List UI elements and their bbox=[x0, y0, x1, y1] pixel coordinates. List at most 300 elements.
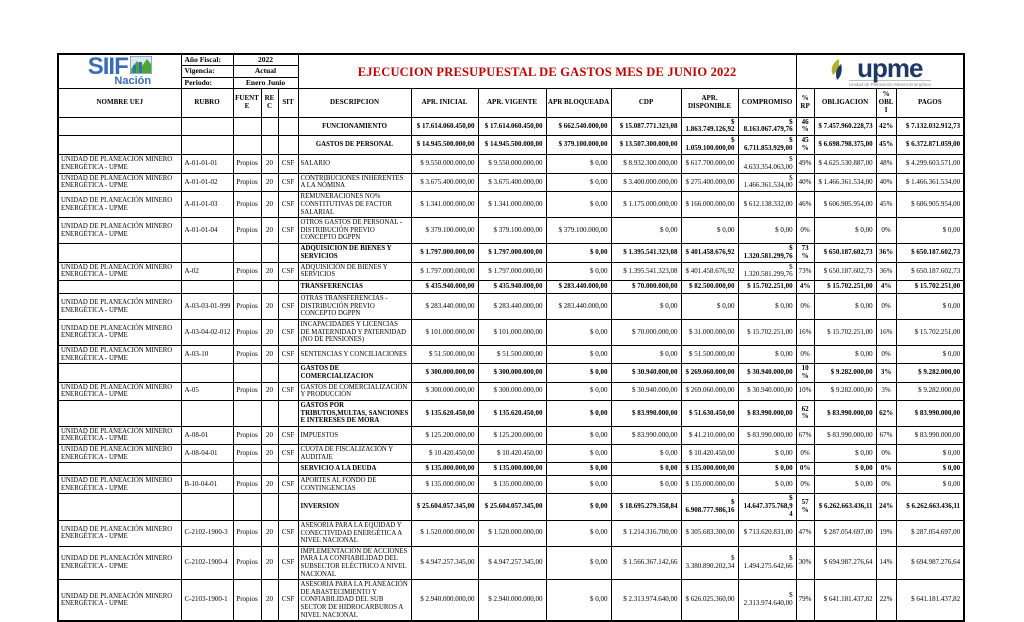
upme-logo bbox=[796, 54, 964, 89]
sit-cell: CSF bbox=[278, 476, 298, 494]
apr-vigente-cell: $ 1.341.000.000,00 bbox=[478, 192, 546, 218]
section-row bbox=[58, 494, 964, 520]
uej-cell bbox=[58, 136, 181, 155]
apr-disponible-cell: $ 1.863.749.126,92 bbox=[681, 117, 738, 136]
detail-row bbox=[58, 445, 964, 463]
upme-logo-text: upme bbox=[857, 54, 923, 83]
pagos-cell: $ 0,00 bbox=[896, 218, 964, 244]
upme-leaf-icon bbox=[829, 58, 845, 85]
obligacion-cell: $ 83.990.000,00 bbox=[814, 426, 876, 444]
apr-bloqueada-cell: $ 0,00 bbox=[546, 320, 611, 346]
uej-cell: UNIDAD DE PLANEACIÓN MINERO ENERGÉTICA - UPME bbox=[58, 262, 181, 281]
column-header: DESCRIPCION bbox=[298, 89, 411, 117]
rubro-cell: A-01-01-04 bbox=[181, 218, 233, 244]
rubro-cell: C-2103-1900-1 bbox=[181, 580, 233, 622]
pct-obli-cell: 19% bbox=[876, 520, 896, 546]
sit-cell: CSF bbox=[278, 426, 298, 444]
rubro-cell: A-02 bbox=[181, 262, 233, 281]
pct-obli-cell: 22% bbox=[876, 580, 896, 622]
obligacion-cell: $ 15.702.251,00 bbox=[814, 320, 876, 346]
sit-cell: CSF bbox=[278, 445, 298, 463]
fuente-cell bbox=[233, 463, 261, 476]
apr-vigente-cell: $ 2.940.000.000,00 bbox=[478, 580, 546, 622]
apr-bloqueada-cell: $ 0,00 bbox=[546, 580, 611, 622]
apr-disponible-cell: $ 269.060.000,00 bbox=[681, 382, 738, 400]
fuente-cell bbox=[233, 401, 261, 427]
apr-inicial-cell: $ 379.100.000,00 bbox=[411, 218, 478, 244]
pagos-cell: $ 9.282.000,00 bbox=[896, 364, 964, 383]
apr-vigente-cell: $ 125.200.000,00 bbox=[478, 426, 546, 444]
apr-inicial-cell: $ 10.420.450,00 bbox=[411, 445, 478, 463]
obligacion-cell: $ 4.625.530.887,00 bbox=[814, 154, 876, 173]
fuente-cell bbox=[233, 494, 261, 520]
compromiso-cell: $ 0,00 bbox=[738, 345, 796, 363]
rubro-cell: A-05 bbox=[181, 382, 233, 400]
obligacion-cell: $ 6.262.663.436,11 bbox=[814, 494, 876, 520]
apr-disponible-cell: $ 82.500.000,00 bbox=[681, 281, 738, 294]
apr-bloqueada-cell: $ 0,00 bbox=[546, 364, 611, 383]
apr-inicial-cell: $ 283.440.000,00 bbox=[411, 294, 478, 320]
uej-cell: UNIDAD DE PLANEACIÓN MINERO ENERGÉTICA - UPME bbox=[58, 173, 181, 192]
apr-disponible-cell: $ 10.420.450,00 bbox=[681, 445, 738, 463]
pagos-cell: $ 15.702.251,00 bbox=[896, 320, 964, 346]
rubro-cell: A-01-01-01 bbox=[181, 154, 233, 173]
pct-obli-cell: 40% bbox=[876, 173, 896, 192]
column-header: % RP bbox=[796, 89, 814, 117]
fuente-cell bbox=[233, 136, 261, 155]
sit-cell: CSF bbox=[278, 546, 298, 579]
pct-obli-cell: 42% bbox=[876, 117, 896, 136]
rec-cell bbox=[261, 463, 278, 476]
cdp-cell: $ 83.990.000,00 bbox=[611, 401, 681, 427]
pagos-cell: $ 650.187.602,73 bbox=[896, 243, 964, 262]
compromiso-cell: $ 83.990.000,00 bbox=[738, 426, 796, 444]
sit-cell bbox=[278, 401, 298, 427]
uej-cell: UNIDAD DE PLANEACIÓN MINERO ENERGÉTICA - UPME bbox=[58, 345, 181, 363]
descripcion-cell: ASESORIA PARA LA EQUIDAD Y CONECTIVIDAD ENERGÉTICA A NIVEL NACIONAL bbox=[298, 520, 411, 546]
apr-vigente-cell: $ 1.520.000.000,00 bbox=[478, 520, 546, 546]
column-header: % OBLI bbox=[876, 89, 896, 117]
sit-cell: CSF bbox=[278, 580, 298, 622]
apr-inicial-cell: $ 1.341.000.000,00 bbox=[411, 192, 478, 218]
apr-disponible-cell: $ 135.000.000,00 bbox=[681, 463, 738, 476]
pagos-cell: $ 0,00 bbox=[896, 294, 964, 320]
pct-obli-cell: 16% bbox=[876, 320, 896, 346]
fuente-cell bbox=[233, 117, 261, 136]
obligacion-cell: $ 0,00 bbox=[814, 476, 876, 494]
descripcion-cell: OTROS GASTOS DE PERSONAL - DISTRIBUCIÓN PREVIO CONCEPTO DGPPN bbox=[298, 218, 411, 244]
compromiso-cell: $ 6.711.853.929,00 bbox=[738, 136, 796, 155]
apr-vigente-cell: $ 4.947.257.345,00 bbox=[478, 546, 546, 579]
column-header: FUENTE bbox=[233, 89, 261, 117]
rubro-cell: A-03-03-01-999 bbox=[181, 294, 233, 320]
uej-cell: UNIDAD DE PLANEACIÓN MINERO ENERGÉTICA - UPME bbox=[58, 218, 181, 244]
cdp-cell: $ 0,00 bbox=[611, 445, 681, 463]
rubro-cell bbox=[181, 243, 233, 262]
sit-cell: CSF bbox=[278, 294, 298, 320]
compromiso-cell: $ 0,00 bbox=[738, 463, 796, 476]
rec-cell bbox=[261, 401, 278, 427]
apr-vigente-cell: $ 135.620.450,00 bbox=[478, 401, 546, 427]
report-table-body bbox=[58, 117, 964, 621]
rubro-cell bbox=[181, 401, 233, 427]
apr-vigente-cell: $ 9.550.000.000,00 bbox=[478, 154, 546, 173]
rec-cell bbox=[261, 243, 278, 262]
rubro-cell: A-01-01-02 bbox=[181, 173, 233, 192]
pct-obli-cell: 62% bbox=[876, 401, 896, 427]
siif-logo-subtext: Nación bbox=[114, 74, 152, 87]
apr-bloqueada-cell: $ 0,00 bbox=[546, 426, 611, 444]
apr-bloqueada-cell: $ 379.100.000,00 bbox=[546, 136, 611, 155]
apr-inicial-cell: $ 9.550.000.000,00 bbox=[411, 154, 478, 173]
sit-cell bbox=[278, 136, 298, 155]
column-header: SIT bbox=[278, 89, 298, 117]
compromiso-cell: $ 83.990.000,00 bbox=[738, 401, 796, 427]
detail-row bbox=[58, 262, 964, 281]
cdp-cell: $ 8.932.300.000,00 bbox=[611, 154, 681, 173]
descripcion-cell: GASTOS POR TRIBUTOS,MULTAS, SANCIONES E INTERESES DE MORA bbox=[298, 401, 411, 427]
apr-bloqueada-cell: $ 0,00 bbox=[546, 382, 611, 400]
pct-rp-cell: 0% bbox=[796, 445, 814, 463]
fuente-cell: Propios bbox=[233, 476, 261, 494]
pagos-cell: $ 0,00 bbox=[896, 345, 964, 363]
column-header: COMPROMISO bbox=[738, 89, 796, 117]
apr-disponible-cell: $ 135.000.000,00 bbox=[681, 476, 738, 494]
apr-vigente-cell: $ 101.000.000,00 bbox=[478, 320, 546, 346]
uej-cell: UNIDAD DE PLANEACIÓN MINERO ENERGÉTICA - UPME bbox=[58, 382, 181, 400]
obligacion-cell: $ 650.187.602,73 bbox=[814, 243, 876, 262]
descripcion-cell: GASTOS DE PERSONAL bbox=[298, 136, 411, 155]
pct-obli-cell: 67% bbox=[876, 426, 896, 444]
compromiso-cell: $ 612.138.332,00 bbox=[738, 192, 796, 218]
compromiso-cell: $ 0,00 bbox=[738, 476, 796, 494]
descripcion-cell: SENTENCIAS Y CONCILIACIONES bbox=[298, 345, 411, 363]
apr-vigente-cell: $ 17.614.060.450,00 bbox=[478, 117, 546, 136]
pct-obli-cell: 0% bbox=[876, 463, 896, 476]
section-row bbox=[58, 463, 964, 476]
rec-cell bbox=[261, 117, 278, 136]
apr-disponible-cell: $ 3.380.890.202,34 bbox=[681, 546, 738, 579]
obligacion-cell: $ 641.181.437,82 bbox=[814, 580, 876, 622]
fuente-cell: Propios bbox=[233, 345, 261, 363]
fuente-cell: Propios bbox=[233, 382, 261, 400]
cdp-cell: $ 30.940.000,00 bbox=[611, 364, 681, 383]
fuente-cell: Propios bbox=[233, 262, 261, 281]
pagos-cell: $ 1.466.361.534,00 bbox=[896, 173, 964, 192]
pct-rp-cell: 40% bbox=[796, 173, 814, 192]
apr-inicial-cell: $ 300.000.000,00 bbox=[411, 364, 478, 383]
pct-rp-cell: 47% bbox=[796, 520, 814, 546]
apr-disponible-cell: $ 166.000.000,00 bbox=[681, 192, 738, 218]
apr-inicial-cell: $ 3.675.400.000,00 bbox=[411, 173, 478, 192]
apr-inicial-cell: $ 1.520.000.000,00 bbox=[411, 520, 478, 546]
cdp-cell: $ 0,00 bbox=[611, 345, 681, 363]
descripcion-cell: GASTOS DE COMERCIALIZACION bbox=[298, 364, 411, 383]
apr-bloqueada-cell: $ 283.440.000,00 bbox=[546, 294, 611, 320]
sit-cell: CSF bbox=[278, 345, 298, 363]
pagos-cell: $ 641.181.437,82 bbox=[896, 580, 964, 622]
descripcion-cell: SERVICIO A LA DEUDA bbox=[298, 463, 411, 476]
pct-obli-cell: 3% bbox=[876, 382, 896, 400]
apr-disponible-cell: $ 51.500.000,00 bbox=[681, 345, 738, 363]
rec-cell: 20 bbox=[261, 320, 278, 346]
pct-obli-cell: 45% bbox=[876, 136, 896, 155]
apr-vigente-cell: $ 51.500.000,00 bbox=[478, 345, 546, 363]
total-row bbox=[58, 136, 964, 155]
rubro-cell bbox=[181, 117, 233, 136]
pct-rp-cell: 0% bbox=[796, 476, 814, 494]
apr-inicial-cell: $ 135.000.000,00 bbox=[411, 463, 478, 476]
sit-cell bbox=[278, 463, 298, 476]
column-header: APR. INICIAL bbox=[411, 89, 478, 117]
rubro-cell: A-08-04-01 bbox=[181, 445, 233, 463]
rec-cell: 20 bbox=[261, 546, 278, 579]
uej-cell bbox=[58, 463, 181, 476]
pagos-cell: $ 0,00 bbox=[896, 476, 964, 494]
sit-cell bbox=[278, 494, 298, 520]
detail-row bbox=[58, 154, 964, 173]
fuente-cell bbox=[233, 281, 261, 294]
column-header: APR. DISPONIBLE bbox=[681, 89, 738, 117]
detail-row bbox=[58, 476, 964, 494]
apr-disponible-cell: $ 41.210.000,00 bbox=[681, 426, 738, 444]
descripcion-cell: ADQUISICIÓN DE BIENES Y SERVICIOS bbox=[298, 262, 411, 281]
obligacion-cell: $ 9.282.000,00 bbox=[814, 382, 876, 400]
cdp-cell: $ 70.000.000,00 bbox=[611, 281, 681, 294]
pagos-cell: $ 83.990.000,00 bbox=[896, 426, 964, 444]
pct-obli-cell: 36% bbox=[876, 243, 896, 262]
fuente-cell bbox=[233, 243, 261, 262]
sit-cell bbox=[278, 243, 298, 262]
pct-obli-cell: 14% bbox=[876, 546, 896, 579]
sit-cell bbox=[278, 117, 298, 136]
sit-cell: CSF bbox=[278, 218, 298, 244]
obligacion-cell: $ 15.702.251,00 bbox=[814, 281, 876, 294]
pct-obli-cell: 3% bbox=[876, 364, 896, 383]
rec-cell bbox=[261, 281, 278, 294]
compromiso-cell: $ 15.702.251,00 bbox=[738, 281, 796, 294]
rubro-cell bbox=[181, 364, 233, 383]
detail-row bbox=[58, 345, 964, 363]
obligacion-cell: $ 650.187.602,73 bbox=[814, 262, 876, 281]
column-header: OBLIGACION bbox=[814, 89, 876, 117]
obligacion-cell: $ 83.990.000,00 bbox=[814, 401, 876, 427]
apr-bloqueada-cell: $ 0,00 bbox=[546, 192, 611, 218]
apr-bloqueada-cell: $ 379.100.000,00 bbox=[546, 218, 611, 244]
fiscal-year-value: 2022 bbox=[233, 54, 298, 66]
obligacion-cell: $ 287.054.697,00 bbox=[814, 520, 876, 546]
siif-logo-text: SIIF bbox=[87, 54, 128, 81]
compromiso-cell: $ 0,00 bbox=[738, 218, 796, 244]
descripcion-cell: SALARIO bbox=[298, 154, 411, 173]
apr-bloqueada-cell: $ 0,00 bbox=[546, 243, 611, 262]
column-header: NOMBRE UEJ bbox=[58, 89, 181, 117]
rec-cell: 20 bbox=[261, 580, 278, 622]
uej-cell bbox=[58, 401, 181, 427]
uej-cell bbox=[58, 364, 181, 383]
pct-obli-cell: 0% bbox=[876, 476, 896, 494]
apr-disponible-cell: $ 0,00 bbox=[681, 294, 738, 320]
rubro-cell: B-10-04-01 bbox=[181, 476, 233, 494]
cdp-cell: $ 2.313.974.640,00 bbox=[611, 580, 681, 622]
descripcion-cell: OTRAS TRANSFERENCIAS - DISTRIBUCIÓN PREVIO CONCEPTO DGPPN bbox=[298, 294, 411, 320]
pct-rp-cell: 73% bbox=[796, 243, 814, 262]
obligacion-cell: $ 0,00 bbox=[814, 218, 876, 244]
rec-cell: 20 bbox=[261, 426, 278, 444]
total-row bbox=[58, 117, 964, 136]
apr-bloqueada-cell: $ 0,00 bbox=[546, 445, 611, 463]
apr-bloqueada-cell: $ 283.440.000,00 bbox=[546, 281, 611, 294]
apr-vigente-cell: $ 14.945.500.000,00 bbox=[478, 136, 546, 155]
fuente-cell: Propios bbox=[233, 192, 261, 218]
column-header: APR. VIGENTE bbox=[478, 89, 546, 117]
detail-row bbox=[58, 192, 964, 218]
rubro-cell bbox=[181, 136, 233, 155]
apr-bloqueada-cell: $ 0,00 bbox=[546, 345, 611, 363]
uej-cell: UNIDAD DE PLANEACIÓN MINERO ENERGÉTICA - UPME bbox=[58, 294, 181, 320]
detail-row bbox=[58, 382, 964, 400]
pct-rp-cell: 62% bbox=[796, 401, 814, 427]
detail-row bbox=[58, 294, 964, 320]
rec-cell: 20 bbox=[261, 382, 278, 400]
fuente-cell: Propios bbox=[233, 154, 261, 173]
uej-cell: UNIDAD DE PLANEACIÓN MINERO ENERGÉTICA - UPME bbox=[58, 580, 181, 622]
report-table bbox=[57, 53, 965, 622]
compromiso-cell: $ 2.313.974.640,00 bbox=[738, 580, 796, 622]
apr-disponible-cell: $ 401.458.676,92 bbox=[681, 243, 738, 262]
vigencia-label: Vigencia: bbox=[181, 66, 233, 77]
apr-inicial-cell: $ 135.620.450,00 bbox=[411, 401, 478, 427]
uej-cell bbox=[58, 494, 181, 520]
section-row bbox=[58, 243, 964, 262]
cdp-cell: $ 0,00 bbox=[611, 476, 681, 494]
cdp-cell: $ 0,00 bbox=[611, 218, 681, 244]
fuente-cell: Propios bbox=[233, 520, 261, 546]
pct-obli-cell: 0% bbox=[876, 445, 896, 463]
apr-vigente-cell: $ 135.000.000,00 bbox=[478, 476, 546, 494]
column-header: REC bbox=[261, 89, 278, 117]
pagos-cell: $ 287.054.697,00 bbox=[896, 520, 964, 546]
pagos-cell: $ 6.262.663.436,11 bbox=[896, 494, 964, 520]
detail-row bbox=[58, 218, 964, 244]
pct-rp-cell: 57% bbox=[796, 494, 814, 520]
section-row bbox=[58, 364, 964, 383]
pagos-cell: $ 4.299.603.571,00 bbox=[896, 154, 964, 173]
section-row bbox=[58, 281, 964, 294]
rec-cell: 20 bbox=[261, 520, 278, 546]
pagos-cell: $ 7.132.032.912,73 bbox=[896, 117, 964, 136]
pct-obli-cell: 48% bbox=[876, 154, 896, 173]
rec-cell bbox=[261, 364, 278, 383]
pct-rp-cell: 49% bbox=[796, 154, 814, 173]
cdp-cell: $ 1.395.541.323,08 bbox=[611, 262, 681, 281]
apr-bloqueada-cell: $ 0,00 bbox=[546, 546, 611, 579]
cdp-cell: $ 0,00 bbox=[611, 294, 681, 320]
apr-inicial-cell: $ 4.947.257.345,00 bbox=[411, 546, 478, 579]
pct-rp-cell: 67% bbox=[796, 426, 814, 444]
report-page bbox=[57, 53, 965, 622]
apr-inicial-cell: $ 135.000.000,00 bbox=[411, 476, 478, 494]
apr-vigente-cell: $ 283.440.000,00 bbox=[478, 294, 546, 320]
pct-rp-cell: 0% bbox=[796, 345, 814, 363]
pct-rp-cell: 0% bbox=[796, 218, 814, 244]
obligacion-cell: $ 0,00 bbox=[814, 445, 876, 463]
detail-row bbox=[58, 580, 964, 622]
cdp-cell: $ 1.395.541.323,08 bbox=[611, 243, 681, 262]
uej-cell: UNIDAD DE PLANEACIÓN MINERO ENERGÉTICA - UPME bbox=[58, 546, 181, 579]
pct-obli-cell: 0% bbox=[876, 218, 896, 244]
compromiso-cell: $ 14.647.375.768,94 bbox=[738, 494, 796, 520]
apr-vigente-cell: $ 300.000.000,00 bbox=[478, 364, 546, 383]
apr-vigente-cell: $ 435.940.000,00 bbox=[478, 281, 546, 294]
uej-cell: UNIDAD DE PLANEACIÓN MINERO ENERGÉTICA - UPME bbox=[58, 476, 181, 494]
pagos-cell: $ 650.187.602,73 bbox=[896, 262, 964, 281]
pct-rp-cell: 0% bbox=[796, 463, 814, 476]
pct-rp-cell: 10% bbox=[796, 364, 814, 383]
apr-inicial-cell: $ 2.940.000.000,00 bbox=[411, 580, 478, 622]
column-header: APR BLOQUEADA bbox=[546, 89, 611, 117]
descripcion-cell: IMPLEMENTACIÓN DE ACCIONES PARA LA CONFIABILIDAD DEL SUBSECTOR ELÉCTRICO A NIVEL NACIONAL bbox=[298, 546, 411, 579]
fiscal-year-label: Año Fiscal: bbox=[181, 54, 233, 66]
uej-cell: UNIDAD DE PLANEACIÓN MINERO ENERGÉTICA - UPME bbox=[58, 445, 181, 463]
pagos-cell: $ 15.702.251,00 bbox=[896, 281, 964, 294]
descripcion-cell: REMUNERACIONES NO% CONSTITUTIVAS DE FACTOR SALARIAL bbox=[298, 192, 411, 218]
apr-inicial-cell: $ 14.945.500.000,00 bbox=[411, 136, 478, 155]
pct-rp-cell: 79% bbox=[796, 580, 814, 622]
compromiso-cell: $ 30.940.000,00 bbox=[738, 382, 796, 400]
obligacion-cell: $ 6.698.798.375,00 bbox=[814, 136, 876, 155]
obligacion-cell: $ 0,00 bbox=[814, 345, 876, 363]
apr-inicial-cell: $ 17.614.060.450,00 bbox=[411, 117, 478, 136]
apr-vigente-cell: $ 25.604.057.345,00 bbox=[478, 494, 546, 520]
pct-rp-cell: 4% bbox=[796, 281, 814, 294]
cdp-cell: $ 70.000.000,00 bbox=[611, 320, 681, 346]
cdp-cell: $ 1.175.000.000,00 bbox=[611, 192, 681, 218]
cdp-cell: $ 13.507.300.000,00 bbox=[611, 136, 681, 155]
apr-inicial-cell: $ 1.797.000.000,00 bbox=[411, 243, 478, 262]
upme-tagline: Unidad de Planeación Minero Energética bbox=[848, 81, 931, 87]
cdp-cell: $ 15.087.771.323,08 bbox=[611, 117, 681, 136]
uej-cell bbox=[58, 243, 181, 262]
apr-bloqueada-cell: $ 0,00 bbox=[546, 463, 611, 476]
apr-disponible-cell: $ 0,00 bbox=[681, 218, 738, 244]
siif-logo bbox=[58, 54, 181, 89]
column-header: PAGOS bbox=[896, 89, 964, 117]
pct-rp-cell: 10% bbox=[796, 382, 814, 400]
cdp-cell: $ 83.990.000,00 bbox=[611, 426, 681, 444]
pagos-cell: $ 0,00 bbox=[896, 445, 964, 463]
pct-rp-cell: 16% bbox=[796, 320, 814, 346]
obligacion-cell: $ 0,00 bbox=[814, 463, 876, 476]
rubro-cell: C-2102-1900-3 bbox=[181, 520, 233, 546]
pct-rp-cell: 45% bbox=[796, 136, 814, 155]
column-header: CDP bbox=[611, 89, 681, 117]
apr-inicial-cell: $ 435.940.000,00 bbox=[411, 281, 478, 294]
fuente-cell: Propios bbox=[233, 320, 261, 346]
cdp-cell: $ 3.400.000.000,00 bbox=[611, 173, 681, 192]
rubro-cell: C-2102-1900-4 bbox=[181, 546, 233, 579]
detail-row bbox=[58, 320, 964, 346]
pct-rp-cell: 46% bbox=[796, 192, 814, 218]
descripcion-cell: GASTOS DE COMERCIALIZACIÓN Y PRODUCCIÓN bbox=[298, 382, 411, 400]
obligacion-cell: $ 606.905.954,00 bbox=[814, 192, 876, 218]
rubro-cell bbox=[181, 494, 233, 520]
pct-rp-cell: 46% bbox=[796, 117, 814, 136]
pagos-cell: $ 83.990.000,00 bbox=[896, 401, 964, 427]
column-header-row bbox=[58, 89, 964, 117]
apr-vigente-cell: $ 3.675.400.000,00 bbox=[478, 173, 546, 192]
rec-cell: 20 bbox=[261, 476, 278, 494]
